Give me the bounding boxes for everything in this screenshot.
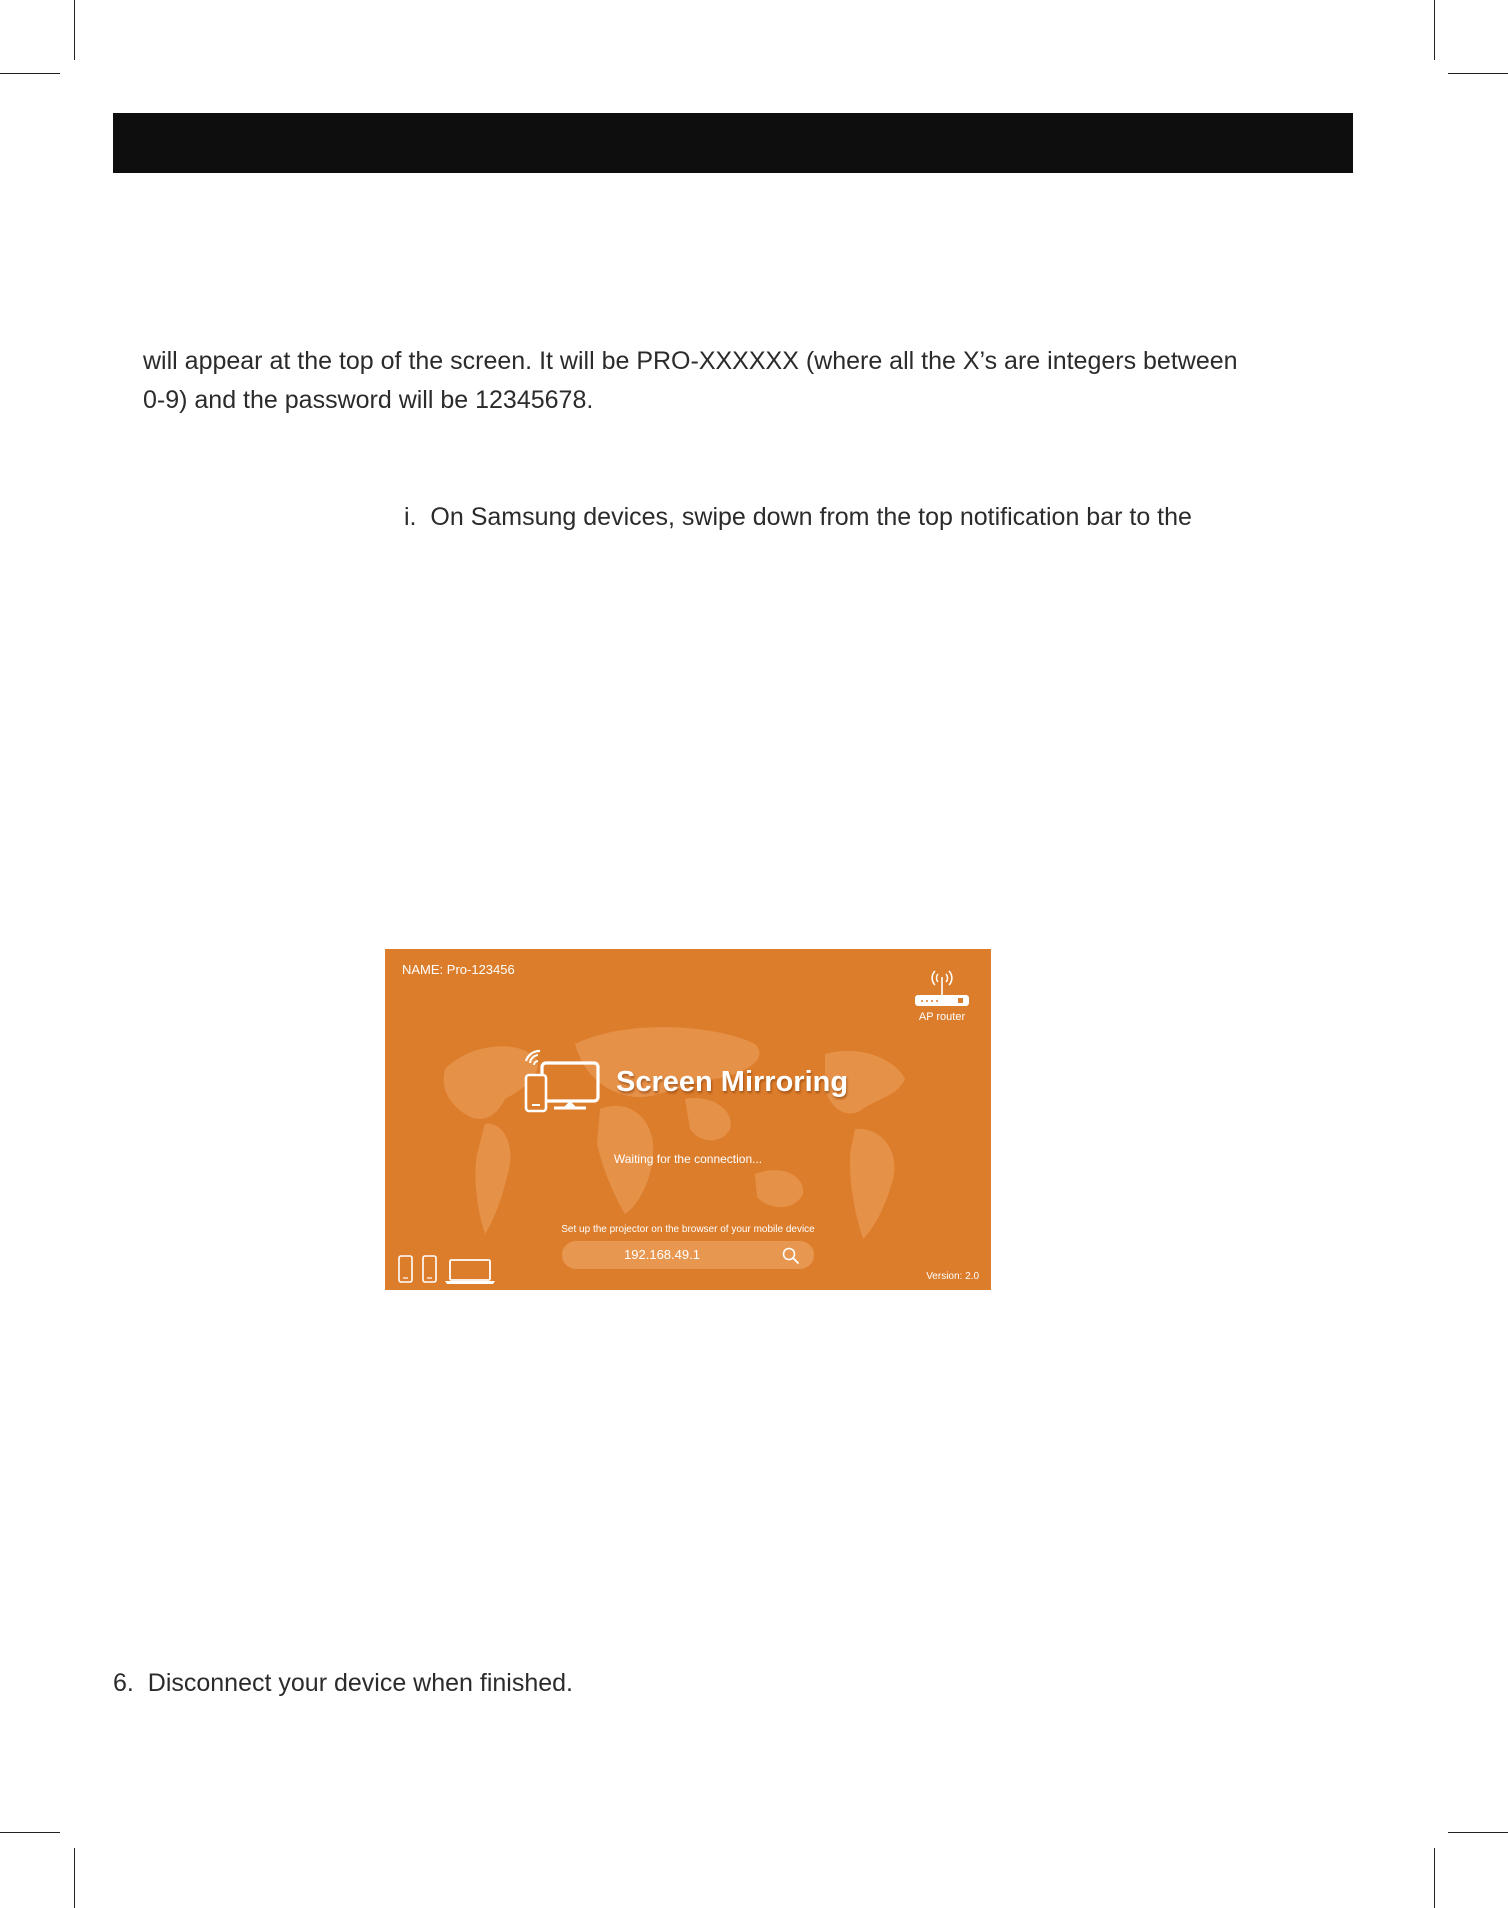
- crop-mark: [74, 1848, 75, 1908]
- crop-mark: [0, 1832, 60, 1833]
- screen-title: Screen Mirroring: [616, 1066, 849, 1098]
- instruction-paragraph: [143, 342, 1343, 420]
- crop-mark: [0, 73, 60, 74]
- step-6: [113, 1664, 573, 1702]
- device-icons: [398, 1254, 508, 1286]
- screen-mirroring-icon: [524, 1049, 602, 1115]
- paragraph-line: 0-9) and the password will be 12345678.: [143, 386, 594, 414]
- crop-mark: [1434, 1848, 1435, 1908]
- setup-hint: Set up the projector on the browser of your mobile device: [561, 1224, 815, 1235]
- crop-mark: [1448, 73, 1508, 74]
- header-bar: [113, 113, 1353, 173]
- world-map-background: [385, 949, 991, 1290]
- sub-item-marker: i.: [404, 503, 417, 531]
- phone-icon: [423, 1256, 436, 1282]
- projector-screen: [385, 949, 991, 1290]
- laptop-icon: [445, 1260, 495, 1284]
- router-label: AP router: [918, 1011, 966, 1023]
- paragraph-line: will appear at the top of the screen. It will be PRO-XXXXXX (where all the X’s are integers between: [143, 347, 1238, 375]
- ip-address-field[interactable]: [562, 1241, 814, 1269]
- sub-item-text: On Samsung devices, swipe down from the top notification bar to the: [430, 503, 1192, 531]
- device-name-label: NAME: Pro-123456: [402, 962, 515, 977]
- search-icon[interactable]: [782, 1247, 800, 1265]
- sub-item-samsung: [404, 498, 1192, 536]
- step-text: Disconnect your device when finished.: [147, 1669, 573, 1697]
- router-icon: [912, 963, 972, 1009]
- ip-address: 192.168.49.1: [624, 1247, 700, 1262]
- crop-mark: [74, 0, 75, 60]
- crop-mark: [1448, 1832, 1508, 1833]
- version-label: Version: 2.0: [926, 1271, 979, 1282]
- connection-status: Waiting for the connection...: [613, 1152, 763, 1166]
- phone-icon: [399, 1256, 412, 1282]
- step-number: 6.: [113, 1669, 134, 1697]
- crop-mark: [1434, 0, 1435, 60]
- ap-router: [907, 963, 977, 1023]
